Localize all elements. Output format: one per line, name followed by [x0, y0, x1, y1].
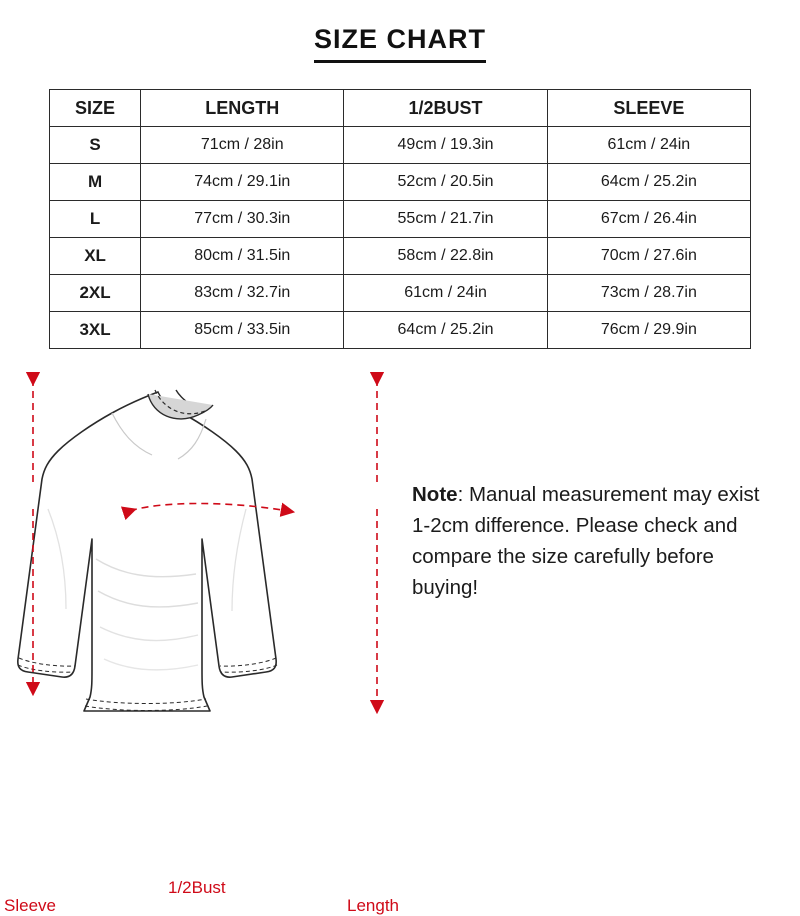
cell-sleeve: 61cm / 24in: [547, 127, 750, 164]
cell-bust: 58cm / 22.8in: [344, 238, 547, 275]
size-chart-table-container: [49, 89, 751, 349]
table-row: [50, 238, 751, 275]
table-row: [50, 164, 751, 201]
cell-bust: 64cm / 25.2in: [344, 312, 547, 349]
table-row: [50, 201, 751, 238]
table-row: [50, 275, 751, 312]
cell-sleeve: 64cm / 25.2in: [547, 164, 750, 201]
note-prefix: Note: [412, 483, 458, 506]
cell-sleeve: 70cm / 27.6in: [547, 238, 750, 275]
shirt-illustration: [18, 390, 277, 711]
measurement-note: [412, 479, 772, 604]
note-separator: :: [457, 483, 469, 506]
cell-length: 71cm / 28in: [141, 127, 344, 164]
cell-length: 83cm / 32.7in: [141, 275, 344, 312]
column-header-bust: 1/2BUST: [344, 90, 547, 127]
cell-length: 77cm / 30.3in: [141, 201, 344, 238]
cell-size: XL: [50, 238, 141, 275]
page-title-container: [0, 0, 800, 63]
cell-bust: 61cm / 24in: [344, 275, 547, 312]
table-row: [50, 312, 751, 349]
length-label: Length: [347, 896, 399, 915]
cell-size: S: [50, 127, 141, 164]
sleeve-label: Sleeve: [4, 896, 56, 915]
cell-length: 85cm / 33.5in: [141, 312, 344, 349]
cell-bust: 52cm / 20.5in: [344, 164, 547, 201]
bust-label: 1/2Bust: [168, 878, 226, 897]
table-row: [50, 127, 751, 164]
cell-size: L: [50, 201, 141, 238]
cell-size: 3XL: [50, 312, 141, 349]
cell-bust: 49cm / 19.3in: [344, 127, 547, 164]
cell-size: 2XL: [50, 275, 141, 312]
cell-sleeve: 67cm / 26.4in: [547, 201, 750, 238]
cell-length: 74cm / 29.1in: [141, 164, 344, 201]
size-chart-table: [49, 89, 751, 349]
page-title: SIZE CHART: [314, 24, 486, 63]
column-header-length: LENGTH: [141, 90, 344, 127]
table-header-row: [50, 90, 751, 127]
note-body: Manual measurement may exist 1-2cm difference. Please check and compare the size carefully before buying!: [412, 483, 760, 600]
shirt-measurement-diagram: [0, 359, 410, 779]
cell-size: M: [50, 164, 141, 201]
cell-length: 80cm / 31.5in: [141, 238, 344, 275]
column-header-size: SIZE: [50, 90, 141, 127]
cell-bust: 55cm / 21.7in: [344, 201, 547, 238]
measurement-diagram-section: [0, 359, 800, 915]
cell-sleeve: 76cm / 29.9in: [547, 312, 750, 349]
column-header-sleeve: SLEEVE: [547, 90, 750, 127]
cell-sleeve: 73cm / 28.7in: [547, 275, 750, 312]
